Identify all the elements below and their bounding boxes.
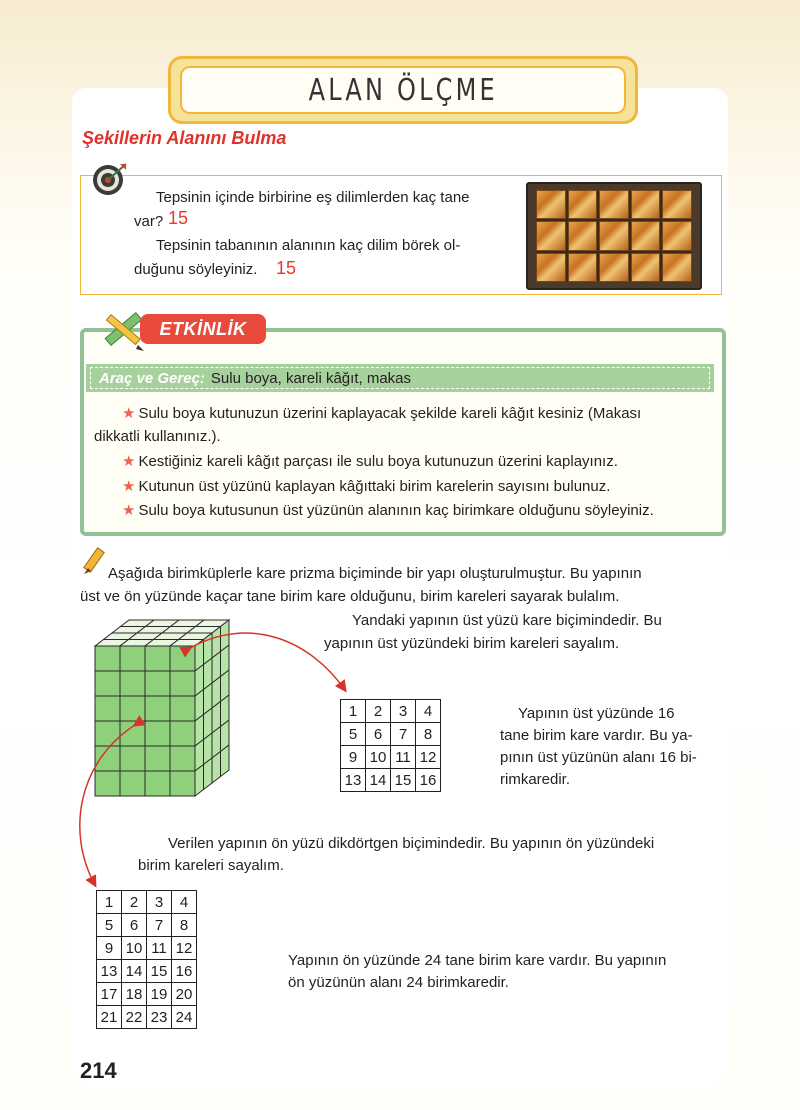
- front-face-grid-cell: 7: [147, 914, 172, 937]
- activity-tag: ETKİNLİK: [140, 314, 266, 344]
- top-face-grid-cell: 10: [366, 746, 391, 769]
- top-face-grid-cell: 16: [416, 769, 441, 792]
- top-face-grid-cell: 12: [416, 746, 441, 769]
- top-face-grid-cell: 9: [341, 746, 366, 769]
- page-number: 214: [80, 1058, 117, 1083]
- front-face-grid-cell: 11: [147, 937, 172, 960]
- top-face-grid-cell: 15: [391, 769, 416, 792]
- tools-value: Sulu boya, kareli kâğıt, makas: [210, 369, 412, 387]
- question-answer-2: 15: [276, 258, 297, 278]
- top-face-grid-cell: 3: [391, 700, 416, 723]
- front-face-grid-cell: 4: [172, 891, 197, 914]
- front-face-grid-cell: 3: [147, 891, 172, 914]
- star-icon: ★: [122, 478, 136, 495]
- front-face-grid-cell: 22: [122, 1006, 147, 1029]
- top-face-result-3: pının üst yüzünün alanı 16 bi-: [500, 749, 697, 766]
- front-face-desc-2: birim kareleri sayalım.: [138, 857, 284, 874]
- front-face-grid-cell: 6: [122, 914, 147, 937]
- top-face-desc-2: yapının üst yüzündeki birim kareleri sayalım.: [324, 635, 620, 652]
- front-face-grid-cell: 17: [97, 983, 122, 1006]
- top-face-grid-cell: 11: [391, 746, 416, 769]
- front-face-result-2: ön yüzünün alanı 24 birimkaredir.: [288, 974, 509, 991]
- top-face-grid-cell: 5: [341, 723, 366, 746]
- front-face-grid-cell: 15: [147, 960, 172, 983]
- front-face-desc-1: Verilen yapının ön yüzü dikdörtgen biçimindedir. Bu yapının ön yüzündeki: [168, 835, 655, 852]
- star-icon: ★: [122, 405, 136, 422]
- star-icon: ★: [122, 502, 136, 519]
- intro-line-2: üst ve ön yüzünde kaçar tane birim kare olduğunu, birim kareleri sayarak bulalım.: [80, 588, 620, 605]
- top-face-grid-cell: 7: [391, 723, 416, 746]
- question-line-1: Tepsinin içinde birbirine eş dilimlerden kaç tane: [156, 189, 470, 206]
- front-face-grid-cell: 9: [97, 937, 122, 960]
- top-face-grid-cell: 4: [416, 700, 441, 723]
- top-face-desc-1: Yandaki yapının üst yüzü kare biçimindedir. Bu: [352, 612, 662, 629]
- activity-step-1-cont: dikkatli kullanınız.).: [94, 428, 221, 445]
- front-face-grid-cell: 12: [172, 937, 197, 960]
- question-line-4: duğunu söyleyiniz.: [134, 261, 258, 278]
- tools-label: Araç ve Gereç:: [99, 369, 205, 387]
- top-face-grid-cell: 1: [341, 700, 366, 723]
- front-face-grid-cell: 21: [97, 1006, 122, 1029]
- question-line-2: var?: [134, 213, 164, 230]
- front-face-grid-cell: 16: [172, 960, 197, 983]
- front-face-grid-cell: 5: [97, 914, 122, 937]
- front-face-grid-cell: 24: [172, 1006, 197, 1029]
- front-face-grid-cell: 13: [97, 960, 122, 983]
- front-face-grid-cell: 2: [122, 891, 147, 914]
- front-face-grid-cell: 1: [97, 891, 122, 914]
- front-face-grid-cell: 8: [172, 914, 197, 937]
- front-face-grid-cell: 20: [172, 983, 197, 1006]
- activity-step-1: ★ Sulu boya kutunuzun üzerini kaplayacak şekilde kareli kâğıt kesiniz (Makası: [122, 405, 642, 422]
- top-face-grid-cell: 13: [341, 769, 366, 792]
- top-face-grid-cell: 14: [366, 769, 391, 792]
- front-face-grid-cell: 14: [122, 960, 147, 983]
- front-face-grid-cell: 10: [122, 937, 147, 960]
- top-face-grid-cell: 2: [366, 700, 391, 723]
- arrow-front-face: [80, 725, 135, 885]
- activity-step-3: ★ Kutunun üst yüzünü kaplayan kâğıttaki birim karelerin sayısını bulunuz.: [122, 478, 611, 495]
- star-icon: ★: [122, 453, 136, 470]
- top-face-grid-cell: 8: [416, 723, 441, 746]
- front-face-grid-cell: 19: [147, 983, 172, 1006]
- question-line-3: Tepsinin tabanının alanının kaç dilim börek ol-: [156, 237, 461, 254]
- question-answer-1: 15: [168, 208, 189, 228]
- top-face-result-4: rimkaredir.: [500, 771, 571, 788]
- page-title: ALAN ÖLÇME: [308, 72, 498, 108]
- front-face-grid-cell: 18: [122, 983, 147, 1006]
- section-title: Şekillerin Alanını Bulma: [82, 128, 287, 148]
- top-face-grid-cell: 6: [366, 723, 391, 746]
- top-face-result-1: Yapının üst yüzünde 16: [518, 705, 675, 722]
- front-face-grid-cell: 23: [147, 1006, 172, 1029]
- intro-line-1: Aşağıda birimküplerle kare prizma biçiminde bir yapı oluşturulmuştur. Bu yapının: [108, 565, 642, 582]
- activity-step-2: ★ Kestiğiniz kareli kâğıt parçası ile sulu boya kutunuzun üzerini kaplayınız.: [122, 453, 618, 470]
- top-face-result-2: tane birim kare vardır. Bu ya-: [500, 727, 693, 744]
- front-face-result-1: Yapının ön yüzünde 24 tane birim kare vardır. Bu yapının: [288, 952, 667, 969]
- arrow-top-face: [190, 633, 345, 690]
- activity-step-4: ★ Sulu boya kutusunun üst yüzünün alanının kaç birimkare olduğunu söyleyiniz.: [122, 502, 654, 519]
